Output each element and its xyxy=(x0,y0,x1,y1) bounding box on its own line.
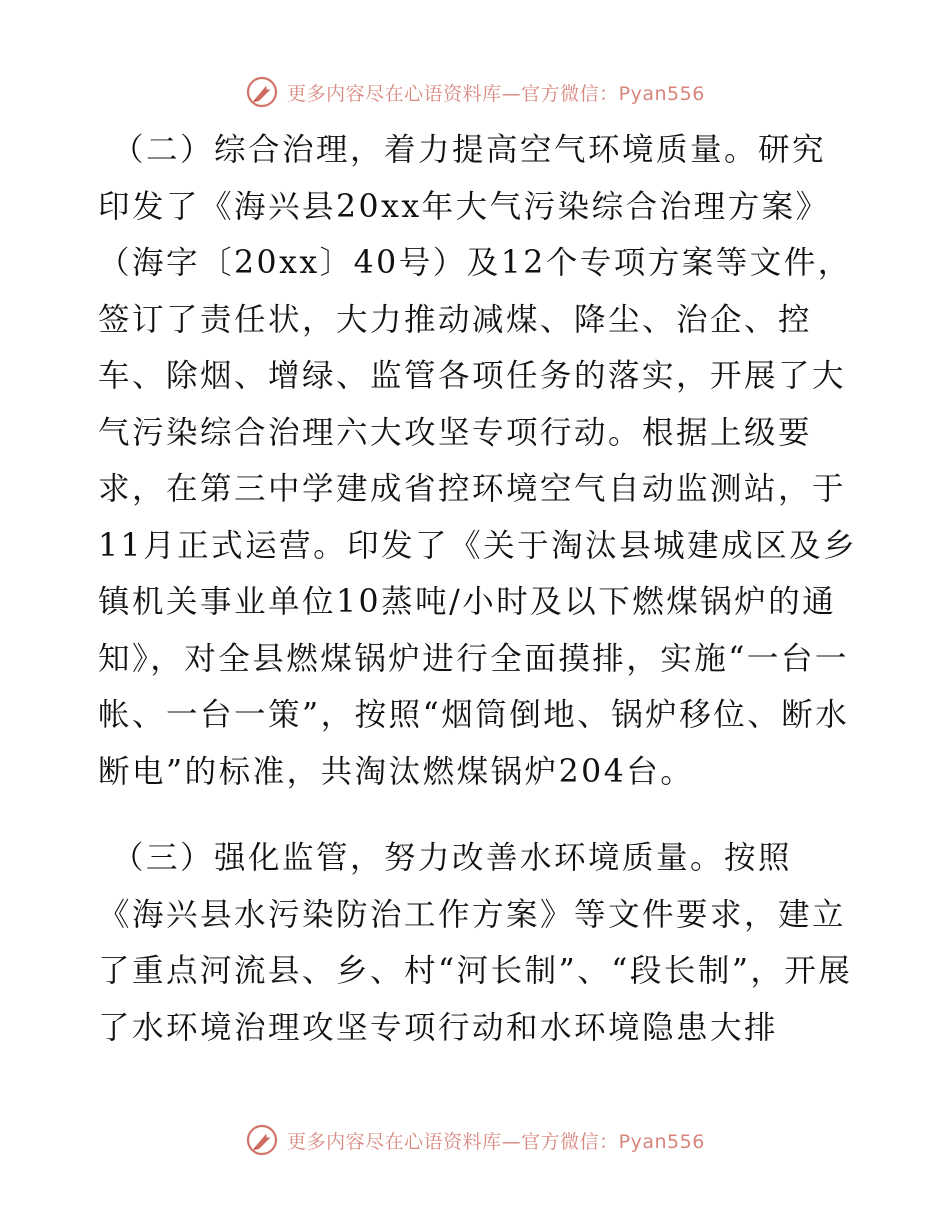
paragraph: （三）强化监管，努力改善水环境质量。按照《海兴县水污染防治工作方案》等文件要求，建立了重点河流县、乡、村“河长制”、“段长制”，开展了水环境治理攻坚专项行动和水环境隐患大排 xyxy=(98,840,853,1046)
pen-nib-logo-icon xyxy=(245,1123,279,1157)
paragraph: （二）综合治理，着力提高空气环境质量。研究印发了《海兴县20xx年大气污染综合治理方案》（海字〔20xx〕40号）及12个专项方案等文件，签订了责任状，大力推动减煤、降尘、治企、控车、除烟、增绿、监管各项任务的落实，开展了大气污染综合治理六大攻坚专项行动。根据上级要求，在第三中学建成省控环境空气自动监测站，于11月正式运营。印发了《关于淘汰县城建成区及乡镇机关事业单位10蒸吨/小时及以下燃煤锅炉的通知》，对全县燃煤锅炉进行全面摸排，实施“一台一帐、一台一策”，按照“烟筒倒地、锅炉移位、断水断电”的标准，共淘汰燃煤锅炉204台。 xyxy=(98,132,858,790)
watermark-text: 更多内容尽在心语资料库—官方微信：Pyan556 xyxy=(287,82,705,105)
header-watermark xyxy=(0,72,950,112)
footer-watermark xyxy=(0,1120,950,1160)
pen-nib-logo-icon xyxy=(245,75,279,109)
document-body xyxy=(98,122,858,1056)
watermark-text: 更多内容尽在心语资料库—官方微信：Pyan556 xyxy=(287,1130,705,1153)
